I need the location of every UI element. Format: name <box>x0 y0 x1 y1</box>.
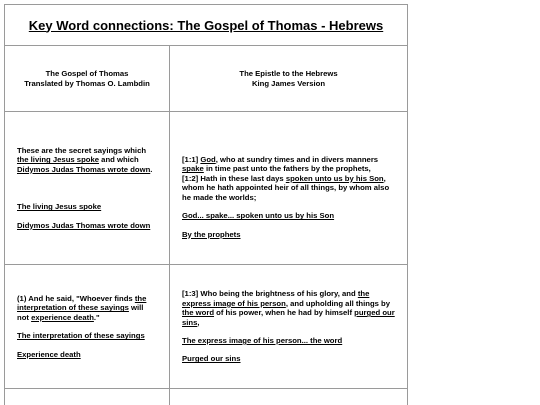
verse-ref: [1:2] Hath in these last days <box>182 173 286 183</box>
spacer <box>182 327 395 336</box>
keyword-summary: Purged our sins <box>182 354 241 364</box>
title-cell <box>5 5 408 46</box>
thomas-passage <box>17 146 157 174</box>
header-left-cell <box>5 46 170 112</box>
spacer <box>17 322 157 331</box>
header-left-line1: The Gospel of Thomas <box>45 69 129 78</box>
passage-text: , whom he hath appointed heir of all things, by whom also he made the worlds; <box>182 173 390 202</box>
keyword-text: Didymos Judas Thomas wrote down <box>17 164 151 174</box>
thomas-cell <box>5 112 170 265</box>
passage-text: , <box>197 317 200 327</box>
spacer <box>182 345 395 354</box>
keyword-summary: Experience death <box>17 349 81 359</box>
hebrews-cell <box>170 112 408 265</box>
header-left-line2: Translated by Thomas O. Lambdin <box>24 78 150 88</box>
keyword-summary: The interpretation of these sayings <box>17 331 145 341</box>
spacer <box>182 202 395 211</box>
keyword-text: purged our sins <box>182 308 395 327</box>
passage-text: of his power, when he had by himself <box>214 308 355 318</box>
page-title: Key Word connections: The Gospel of Thomas - Hebrews <box>28 17 384 33</box>
table-row <box>5 265 408 389</box>
passage-text: These are the secret sayings which <box>17 145 147 155</box>
keyword-text: experience death <box>31 312 94 322</box>
thomas-cell <box>5 389 170 405</box>
passage-text: will not <box>17 303 144 322</box>
keyword-connections-table <box>4 4 408 405</box>
header-row <box>5 46 408 112</box>
thomas-passage <box>17 294 157 322</box>
hebrews-cell <box>170 265 408 389</box>
keyword-text: God <box>200 155 216 165</box>
spacer <box>17 174 157 202</box>
hebrews-passage <box>182 155 395 202</box>
spacer <box>182 221 395 230</box>
keyword-summary: The living Jesus spoke <box>17 202 102 212</box>
spacer <box>182 137 395 155</box>
keyword-text: spake <box>182 164 204 174</box>
header-right-line1: The Epistle to the Hebrews <box>239 69 338 78</box>
passage-text: ." <box>93 312 100 322</box>
keyword-text: the living Jesus spoke <box>17 155 100 165</box>
keyword-summary: The express image of his person... the word <box>182 335 343 345</box>
keyword-text: the interpretation of these sayings <box>17 293 147 313</box>
passage-text: , and upholding all things by <box>285 298 391 308</box>
spacer <box>17 212 157 221</box>
passage-text: in time past unto the fathers by the prophets, <box>203 164 371 174</box>
header-right-line2: King James Version <box>251 78 326 88</box>
keyword-summary: God... spake... spoken unto us by his Son <box>182 211 335 221</box>
table-row <box>5 389 408 405</box>
passage-text: [1:3] Who being the brightness of his glory, and <box>182 289 358 299</box>
title-row <box>5 5 408 46</box>
header-right-cell <box>170 46 408 112</box>
verse-ref: [1:1] <box>182 155 201 165</box>
thomas-cell <box>5 265 170 389</box>
passage-text: (1) And he said, "Whoever finds <box>17 293 135 303</box>
hebrews-passage <box>182 289 395 327</box>
passage-text: . <box>150 164 153 174</box>
passage-text: and which <box>99 155 139 165</box>
keyword-text: the word <box>182 308 215 318</box>
table-row <box>5 112 408 265</box>
passage-text: , who at sundry times and in divers manners <box>215 155 379 165</box>
keyword-summary: By the prophets <box>182 229 241 239</box>
keyword-summary: Didymos Judas Thomas wrote down <box>17 220 151 230</box>
spacer <box>17 341 157 350</box>
hebrews-cell <box>170 389 408 405</box>
keyword-text: spoken unto us by his Son <box>285 173 384 183</box>
keyword-text: the express image of his person <box>182 289 370 308</box>
